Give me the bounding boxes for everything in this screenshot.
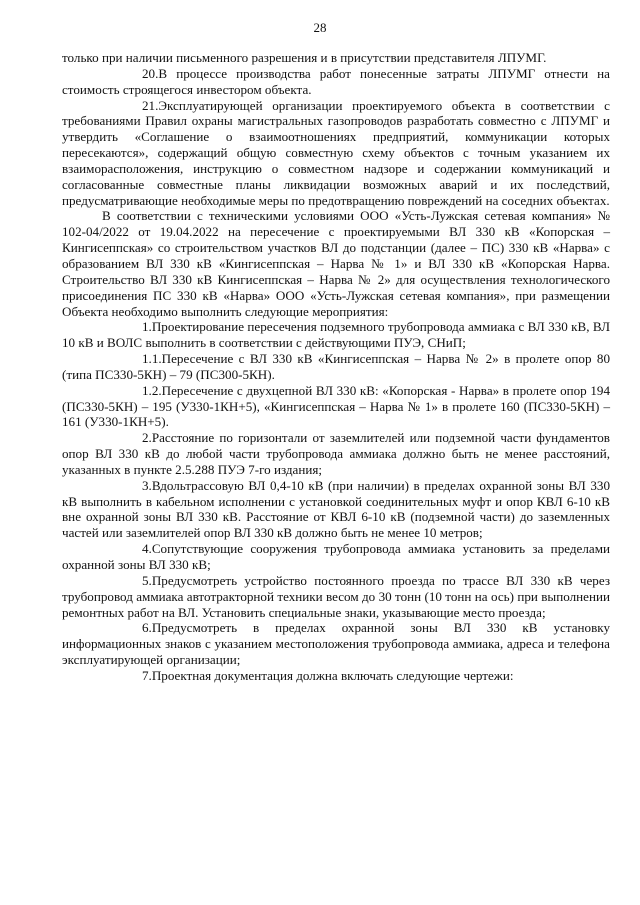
paragraph-text: Проектирование пересечения подземного трубопровода аммиака с ВЛ 330 кВ, ВЛ 10 кВ и ВОЛС выполнить в соответствии с действующими ПУЭ, СНиП; bbox=[62, 319, 610, 351]
paragraph-6 bbox=[62, 620, 610, 668]
paragraph-text: Расстояние по горизонтали от заземлителей или подземной части фундаментов опор ВЛ 330 кВ до любой части трубопровода аммиака должно быть не менее расстояний, указанных в пункте 2.5.288 ПУЭ 7-го издания; bbox=[62, 430, 610, 477]
paragraph-number: 1.1. bbox=[142, 351, 162, 367]
paragraph-number: 7. bbox=[142, 667, 152, 683]
paragraph-number: 21. bbox=[142, 97, 159, 113]
paragraph-text: Пересечение с двухцепной ВЛ 330 кВ: «Копорская - Нарва» в пролете опор 194 (ПС330-5КН) – 195 (У330-1КН+5), «Кингисеппская – Нарва № 1» в пролете 160 (ПС330-5КН) – 161 (У330-1КН+5). bbox=[62, 382, 610, 430]
paragraph-text: Вдольтрассовую ВЛ 0,4-10 кВ (при наличии) в пределах охранной зоны ВЛ 330 кВ выполнить в кабельном исполнении с установкой соединительных муфт и опор КВЛ 6-10 кВ вне охранной зоны ВЛ 330 кВ. Расстояние от КВЛ 6-10 кВ (подземной части) до заземленных частей или заземлителей опор ВЛ 330 кВ должно быть не менее 10 метров; bbox=[62, 477, 610, 541]
paragraph-number: 4. bbox=[142, 541, 152, 557]
paragraph-text: только при наличии письменного разрешения и в присутствии представителя ЛПУМГ. bbox=[62, 50, 547, 65]
paragraph-text: В процессе производства работ понесенные затраты ЛПУМГ отнести на стоимость строящегося инвестором объекта. bbox=[62, 65, 610, 97]
paragraph-4 bbox=[62, 541, 610, 573]
paragraph-text: В соответствии с техническими условиями ООО «Усть-Лужская сетевая компания» № 102-04/2022 от 19.04.2022 на пересечение с проектируемыми ВЛ 330 кВ «Копорская – Кингисеппская» со строительством участков ВЛ до подстанции (далее – ПС) 330 кВ «Нарва» с образованием ВЛ 330 кВ «Кингисеппская – Нарва № 1» и ВЛ 330 кВ «Копорская Нарва. Строительство ВЛ 330 кВ Кингисеппская – Нарва № 2» для осуществления технологического присоединения ПС 330 кВ «Нарва» ООО «Усть-Лужская сетевая компания», при размещении Объекта необходимо выполнить следующие мероприятия: bbox=[62, 208, 610, 319]
paragraph-7 bbox=[62, 668, 610, 684]
paragraph-21 bbox=[62, 98, 610, 209]
paragraph-1-1 bbox=[62, 351, 610, 383]
paragraph-1 bbox=[62, 319, 610, 351]
paragraph-3 bbox=[62, 478, 610, 541]
paragraph-number: 5. bbox=[142, 572, 152, 588]
paragraph-number: 20. bbox=[142, 65, 159, 81]
paragraph-20 bbox=[62, 66, 610, 98]
document-body bbox=[62, 50, 610, 684]
paragraph-number: 2. bbox=[142, 430, 152, 446]
paragraph-continuation bbox=[62, 50, 610, 66]
paragraph-text: Предусмотреть устройство постоянного проезда по трассе ВЛ 330 кВ через трубопровод аммиака автотракторной техники весом до 30 тонн (10 тонн на ось) при выполнении ремонтных работ на ВЛ. Установить специальные знаки, указывающие место проезда; bbox=[62, 572, 610, 620]
paragraph-technical-conditions bbox=[62, 208, 610, 319]
paragraph-2 bbox=[62, 430, 610, 478]
paragraph-text: Эксплуатирующей организации проектируемого объекта в соответствии с требованиями Правил охраны магистральных газопроводов разработать совместно с ЛПУМГ и утвердить «Соглашение о взаимоотношениях предприятий, коммуникации которых пересекаются», содержащий общую совместную схему объектов с точным указанием их взаиморасположения, инструкцию о совместном надзоре и содержании коммуникаций и согласованные совместные планы ликвидации возможных аварий и их последствий, предусматривающие необходимые меры по предотвращению повреждений на соседних объектах. bbox=[62, 97, 610, 208]
page-number: 28 bbox=[313, 20, 327, 35]
paragraph-1-2 bbox=[62, 383, 610, 431]
paragraph-number: 1.2. bbox=[142, 382, 162, 398]
paragraph-text: Пересечение с ВЛ 330 кВ «Кингисеппская – Нарва № 2» в пролете опор 80 (типа ПС330-5КН) – 79 (ПС300-5КН). bbox=[62, 351, 610, 382]
paragraph-number: 1. bbox=[142, 319, 152, 335]
paragraph-number: 3. bbox=[142, 477, 152, 493]
paragraph-number: 6. bbox=[142, 620, 152, 636]
paragraph-text: Предусмотреть в пределах охранной зоны ВЛ 330 кВ установку информационных знаков с указанием местоположения трубопровода аммиака, адреса и телефона эксплуатирующей организации; bbox=[62, 620, 610, 668]
paragraph-text: Сопутствующие сооружения трубопровода аммиака установить за пределами охранной зоны ВЛ 330 кВ; bbox=[62, 541, 610, 572]
paragraph-text: Проектная документация должна включать следующие чертежи: bbox=[151, 667, 514, 683]
paragraph-5 bbox=[62, 573, 610, 621]
